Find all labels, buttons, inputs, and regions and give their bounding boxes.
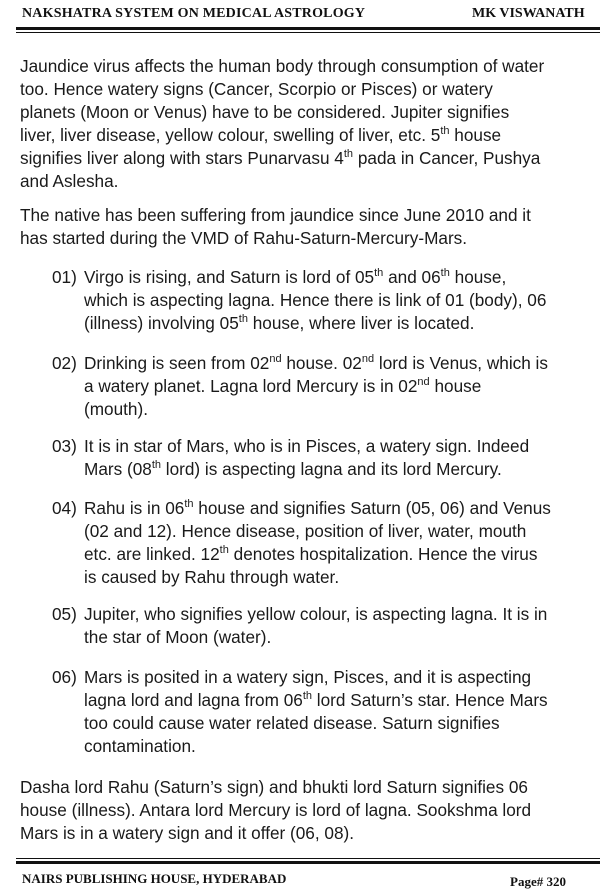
- text-line: Drinking is seen from 02nd house. 02nd lord is Venus, which is: [84, 353, 548, 373]
- list-item: [52, 435, 594, 482]
- text-line: house (illness). Antara lord Mercury is lord of lagna. Sookshma lord: [20, 800, 532, 820]
- text-line: Mars (08th lord) is aspecting lagna and its lord Mercury.: [84, 459, 502, 479]
- text-line: is caused by Rahu through water.: [84, 567, 340, 587]
- publisher-name: NAIRS PUBLISHING HOUSE, HYDERABAD: [22, 871, 287, 886]
- text-line: and Aslesha.: [20, 171, 119, 191]
- book-title: NAKSHATRA SYSTEM ON MEDICAL ASTROLOGY: [22, 6, 366, 21]
- text-line: It is in star of Mars, who is in Pisces, a watery sign. Indeed: [84, 436, 530, 456]
- text-line: which is aspecting lagna. Hence there is link of 01 (body), 06: [84, 290, 547, 310]
- item-number: 05): [52, 604, 77, 624]
- text-line: a watery planet. Lagna lord Mercury is in 02nd house: [84, 376, 482, 396]
- list-item: [52, 266, 594, 336]
- page-number: Page# 320: [510, 874, 566, 889]
- text-line: (illness) involving 05th house, where liver is located.: [84, 313, 475, 333]
- text-line: (mouth).: [84, 399, 148, 419]
- text-line: The native has been suffering from jaundice since June 2010 and it: [20, 205, 531, 225]
- text-line: Jaundice virus affects the human body through consumption of water: [20, 56, 545, 76]
- list-item: [52, 603, 594, 650]
- item-number: 03): [52, 436, 77, 456]
- header-rule-thick: [16, 27, 600, 30]
- text-line: too could cause water related disease. Saturn signifies: [84, 713, 500, 733]
- text-line: etc. are linked. 12th denotes hospitalization. Hence the virus: [84, 544, 538, 564]
- intro-paragraph: [20, 55, 594, 193]
- author-name: MK VISWANATH: [472, 6, 585, 21]
- list-item: [52, 666, 594, 759]
- text-line: signifies liver along with stars Punarvasu 4th pada in Cancer, Pushya: [20, 148, 541, 168]
- item-number: 01): [52, 267, 77, 287]
- text-line: (02 and 12). Hence disease, position of liver, water, mouth: [84, 521, 527, 541]
- text-line: liver, liver disease, yellow colour, swelling of liver, etc. 5th house: [20, 125, 502, 145]
- list-item: [52, 352, 594, 422]
- text-line: has started during the VMD of Rahu-Saturn-Mercury-Mars.: [20, 228, 468, 248]
- text-line: contamination.: [84, 736, 196, 756]
- case-paragraph: [20, 204, 594, 250]
- text-line: too. Hence watery signs (Cancer, Scorpio or Pisces) or watery: [20, 79, 493, 99]
- closing-paragraph: [20, 776, 594, 845]
- text-line: Jupiter, who signifies yellow colour, is aspecting lagna. It is in: [84, 604, 548, 624]
- text-line: Virgo is rising, and Saturn is lord of 05th and 06th house,: [84, 267, 507, 287]
- text-line: Dasha lord Rahu (Saturn’s sign) and bhukti lord Saturn signifies 06: [20, 777, 528, 797]
- item-number: 06): [52, 667, 77, 687]
- text-line: the star of Moon (water).: [84, 627, 272, 647]
- text-line: Mars is posited in a watery sign, Pisces, and it is aspecting: [84, 667, 532, 687]
- text-line: Rahu is in 06th house and signifies Saturn (05, 06) and Venus: [84, 498, 551, 518]
- text-line: lagna lord and lagna from 06th lord Saturn’s star. Hence Mars: [84, 690, 548, 710]
- header-rule-thin: [16, 32, 600, 33]
- text-line: planets (Moon or Venus) have to be considered. Jupiter signifies: [20, 102, 510, 122]
- page-header: [0, 0, 600, 28]
- item-number: 02): [52, 353, 77, 373]
- list-item: [52, 497, 594, 590]
- page-footer: [0, 858, 600, 895]
- text-line: Mars is in a watery sign and it offer (06, 08).: [20, 823, 355, 843]
- item-number: 04): [52, 498, 77, 518]
